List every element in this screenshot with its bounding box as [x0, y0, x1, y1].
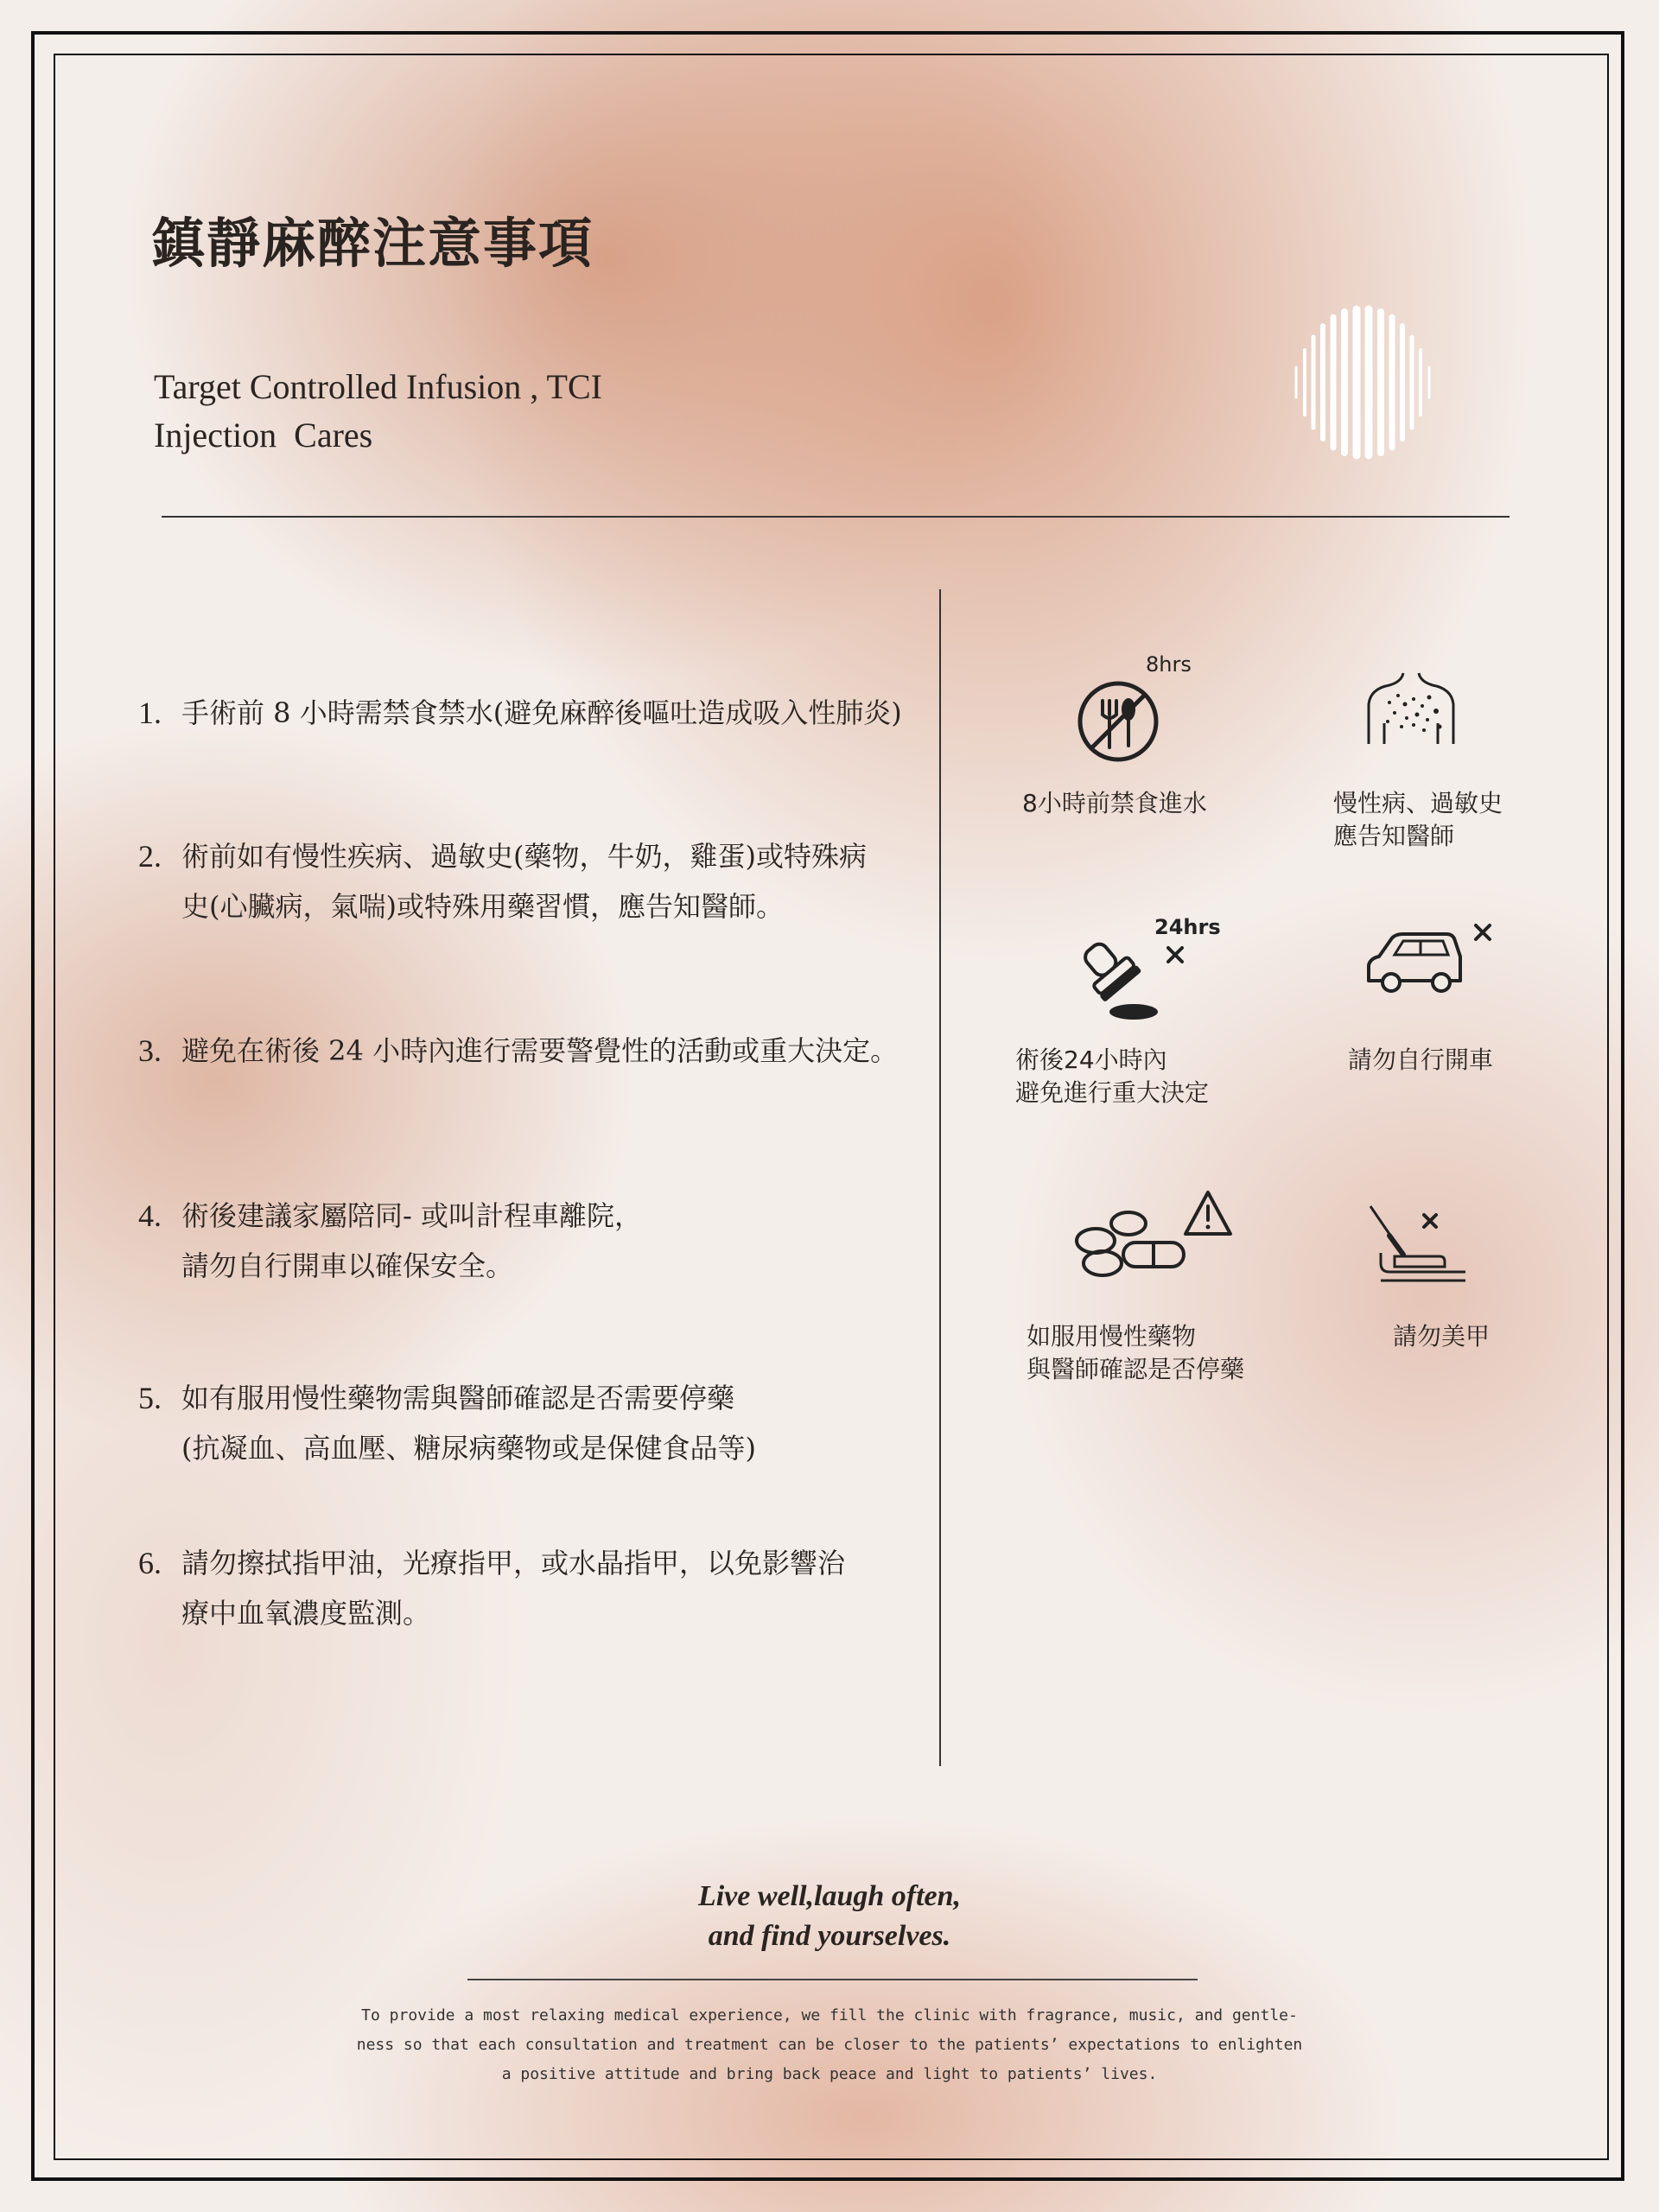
- list-item: [138, 688, 933, 738]
- footer-line-2: ness so that each consultation and treatment can be closer to the patients’ expectations to enlighten: [356, 2036, 1303, 2054]
- footer-divider: [467, 1979, 1198, 1980]
- chronic-allergy-icon: [1363, 670, 1459, 747]
- slogan-line-1: Live well,laugh often,: [697, 1880, 962, 1912]
- list-item: [138, 1538, 933, 1638]
- subtitle: [154, 363, 602, 460]
- no-decision-stamp-icon: [1071, 913, 1221, 1026]
- header-divider: [162, 516, 1510, 518]
- icon-cell-chronic: [1363, 670, 1459, 747]
- item-number: 5.: [138, 1381, 162, 1415]
- caption-decision: 術後24小時內 避免進行重大決定: [1015, 1046, 1210, 1107]
- slogan-line-2: and find yourselves.: [708, 1920, 951, 1952]
- icon-cell-no-manicure: [1363, 1201, 1467, 1287]
- medication-warning-icon: [1070, 1185, 1234, 1289]
- page-title: 鎮靜麻醉注意事項: [151, 212, 594, 275]
- item-number: 6.: [138, 1546, 162, 1580]
- item-text: 請勿自行開車以確保安全。: [181, 1249, 514, 1282]
- badge-text: 24hrs: [1154, 915, 1221, 939]
- item-text: 術後建議家屬陪同- 或叫計程車離院，: [181, 1199, 642, 1232]
- icon-cell-medication: [1070, 1185, 1234, 1289]
- icon-cell-no-driving: [1363, 920, 1502, 998]
- item-text: 療中血氧濃度監測。: [181, 1597, 431, 1630]
- item-text: 術前如有慢性疾病、過敏史(藥物，牛奶，雞蛋)或特殊病: [181, 840, 867, 873]
- badge-text: 8hrs: [1146, 652, 1192, 677]
- item-text: 請勿擦拭指甲油，光療指甲，或水晶指甲，以免影響治: [181, 1547, 846, 1580]
- list-item: [138, 831, 933, 931]
- caption-medication: 如服用慢性藥物 與醫師確認是否停藥: [1027, 1322, 1245, 1383]
- footer-line-1: To provide a most relaxing medical experience, we fill the clinic with fragrance, music, and gentle-: [361, 2006, 1298, 2024]
- caption-chronic: 慢性病、過敏史 應告知醫師: [1333, 789, 1503, 850]
- subtitle-line-2: Injection Cares: [154, 416, 373, 454]
- list-item: [138, 1026, 933, 1076]
- no-food-drink-icon: [1065, 652, 1194, 765]
- item-number: 4.: [138, 1198, 162, 1233]
- item-number: 2.: [138, 839, 162, 874]
- subtitle-line-1: Target Controlled Infusion , TCI: [154, 367, 602, 406]
- caption-no-food: 8小時前禁食進水: [1022, 789, 1207, 817]
- item-text: 如有服用慢性藥物需與醫師確認是否需要停藥: [181, 1382, 735, 1414]
- column-divider: [939, 589, 941, 1766]
- slogan: [0, 1877, 1659, 1956]
- item-text: 史(心臟病，氣喘)或特殊用藥習慣，應告知醫師。: [181, 890, 784, 923]
- icon-cell-decision: [1071, 913, 1221, 1026]
- footer-line-3: a positive attitude and bring back peace and light to patients’ lives.: [501, 2065, 1158, 2083]
- caption-no-driving: 請勿自行開車: [1348, 1046, 1494, 1074]
- caption-no-manicure: 請勿美甲: [1393, 1322, 1491, 1351]
- item-number: 3.: [138, 1033, 162, 1068]
- soundwave-logo-icon: [1287, 307, 1443, 458]
- item-text: 手術前 8 小時需禁食禁水(避免麻醉後嘔吐造成吸入性肺炎): [181, 696, 902, 729]
- list-item: [138, 1191, 933, 1291]
- item-text: 避免在術後 24 小時內進行需要警覺性的活動或重大決定。: [181, 1034, 899, 1067]
- no-driving-car-icon: [1363, 920, 1502, 998]
- icon-cell-no-food: [1065, 652, 1194, 765]
- no-manicure-icon: [1363, 1201, 1467, 1287]
- item-number: 1.: [138, 696, 162, 730]
- footer-text: [0, 2001, 1659, 2089]
- list-item: [138, 1373, 933, 1473]
- item-text: (抗凝血、高血壓、糖尿病藥物或是保健食品等): [181, 1432, 756, 1465]
